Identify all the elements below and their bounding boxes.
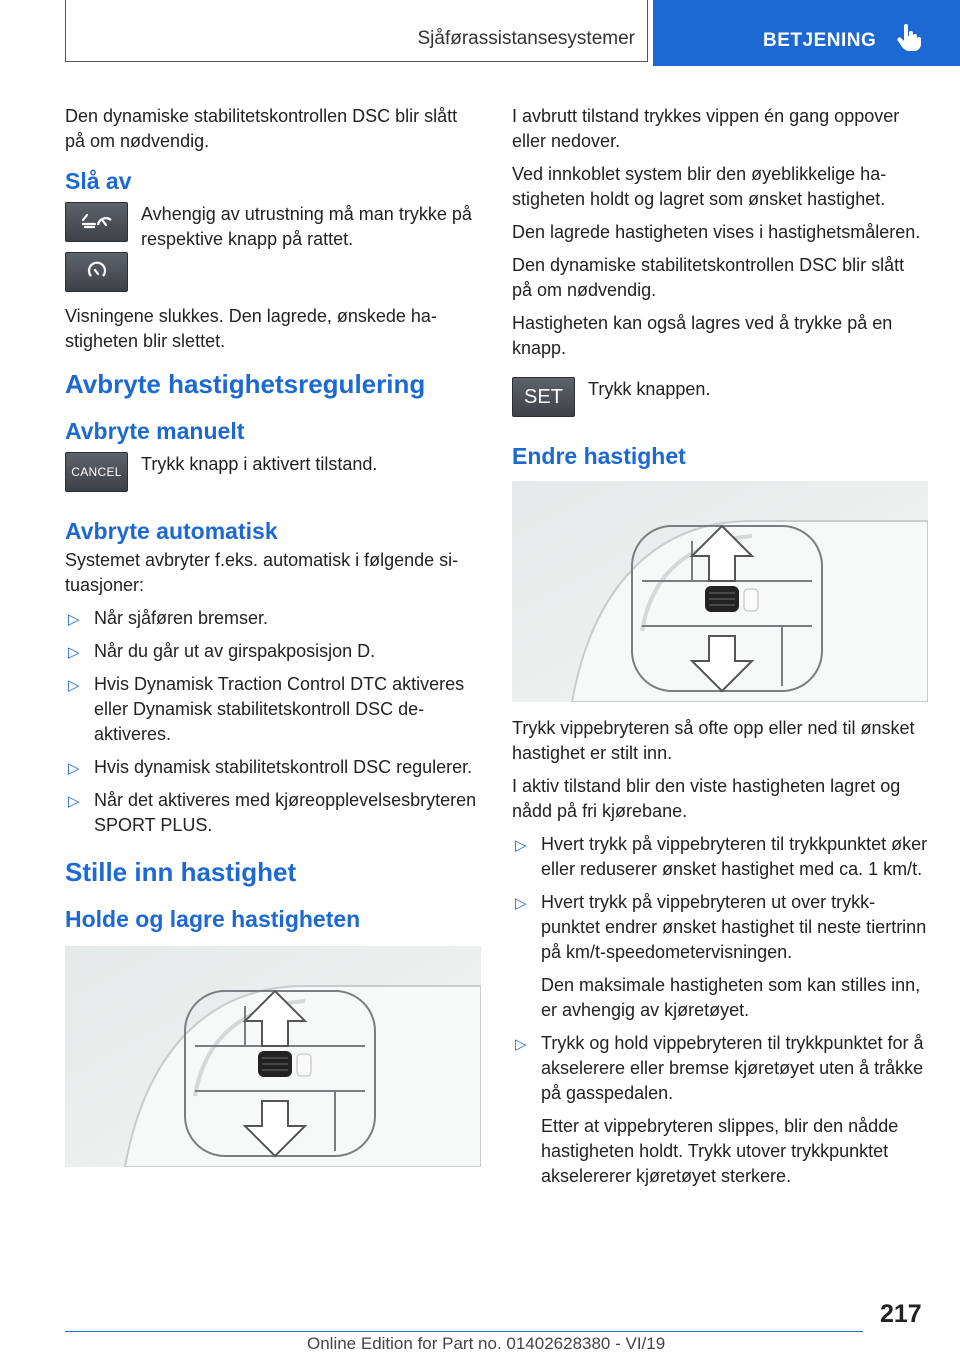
paragraph: I avbrutt tilstand trykkes vippen én gang oppover eller nedover.: [512, 106, 900, 151]
intro-paragraph: Den dynamiske stabilitetskontrollen DSC blir slått på om nødvendig.: [65, 106, 458, 151]
sla-av-row: [65, 202, 480, 298]
heading-sla-av: Slå av: [65, 168, 132, 194]
sla-av-after: Visningene slukkes. Den lagrede, ønskede hastigheten blir slettet.: [65, 306, 437, 351]
right-column: [512, 104, 928, 1197]
heading-manuelt: Avbryte manuelt: [65, 418, 245, 444]
section-title: Sjåførassistansesystemer: [417, 28, 635, 49]
hand-pointer-icon: [896, 24, 922, 52]
header-section-box: [65, 0, 648, 62]
set-row: [512, 377, 928, 419]
list-item: ▷ Hvis dynamisk stabilitetskontroll DSC regulerer.: [65, 755, 480, 780]
cancel-button: CANCEL: [65, 452, 128, 492]
paragraph: I aktiv tilstand blir den viste hastigheten lagret og nådd på fri kjørebane.: [512, 776, 901, 821]
page-number: 217: [880, 1300, 922, 1328]
triangle-bullet-icon: ▷: [68, 677, 80, 694]
cruise-control-button-icon: [65, 202, 128, 242]
triangle-bullet-icon: ▷: [68, 760, 80, 777]
steering-wheel-photo: [65, 946, 481, 1167]
list-item: ▷ Hvert trykk på vippebryteren ut over trykkpunktet endrer ønsket hastighet til neste tiertrinn på km/t-speedometervisningen. Den maksimale hastigheten som kan stilles inn, er avhengig av kjøretøyet.: [515, 892, 927, 1020]
triangle-bullet-icon: ▷: [515, 895, 527, 912]
triangle-bullet-icon: ▷: [68, 793, 80, 810]
heading-automatisk: Avbryte automatisk: [65, 518, 278, 544]
heading-endre: Endre hastighet: [512, 443, 686, 469]
automatisk-intro: Systemet avbryter f.eks. automatisk i følgende situasjoner:: [65, 550, 459, 595]
triangle-bullet-icon: ▷: [515, 837, 527, 854]
paragraph: Den lagrede hastigheten vises i hastighetsmåleren.: [512, 222, 921, 242]
triangle-bullet-icon: ▷: [515, 1036, 527, 1053]
list-item: ▷ Når du går ut av girspakposisjon D.: [65, 639, 480, 664]
footer-divider: [65, 1331, 863, 1332]
triangle-bullet-icon: ▷: [68, 611, 80, 628]
paragraph: Den dynamiske stabilitetskontrollen DSC blir slått på om nødvendig.: [512, 255, 905, 300]
heading-holde: Holde og lagre hastigheten: [65, 906, 361, 932]
paragraph: Trykk vippebryteren så ofte opp eller ned til ønsket hastighet er stilt inn.: [512, 718, 915, 763]
set-text: Trykk knappen.: [588, 379, 711, 399]
manuelt-row: [65, 452, 480, 496]
list-item: ▷ Trykk og hold vippebryteren til trykkpunktet for å akselerere eller bremse kjøretøyet uten å tråkke på gasspedalen. Etter at vippebryteren slippes, blir den nådde hastigheten holdt. Trykk utover trykkpunktet akselererer kjøretøyet sterkere.: [515, 1033, 924, 1186]
manuelt-text: Trykk knapp i aktivert tilstand.: [141, 454, 378, 474]
list-item: ▷ Når det aktiveres med kjøreopplevelsesbryteren SPORT PLUS.: [68, 790, 477, 835]
heading-stille: Stille inn hastighet: [65, 857, 297, 887]
set-button: SET: [512, 377, 575, 417]
sla-av-text: Avhengig av utrustning må man trykke på respektive knapp på rattet.: [141, 204, 472, 249]
triangle-bullet-icon: ▷: [68, 644, 80, 661]
left-column: [65, 104, 480, 1181]
endre-list: [512, 832, 928, 1189]
automatisk-list: [65, 606, 480, 838]
steering-wheel-photo: [512, 481, 928, 702]
heading-avbryte: Avbryte hastighetsregulering: [65, 369, 426, 399]
chapter-tab[interactable]: [653, 0, 960, 66]
footer-edition: Online Edition for Part no. 01402628380 - VI/19: [307, 1334, 666, 1353]
list-item: ▷ Hvert trykk på vippebryteren til trykkpunktet øker eller reduserer ønsket hastighet med ca. 1 km/t.: [515, 834, 928, 879]
paragraph: Ved innkoblet system blir den øyeblikkelige hastigheten holdt og lagret som ønsket hastighet.: [512, 164, 887, 209]
paragraph: Hastigheten kan også lagres ved å trykke på en knapp.: [512, 313, 893, 358]
chapter-label: BETJENING: [763, 30, 877, 51]
speed-limiter-button-icon: [65, 252, 128, 292]
list-item: ▷ Hvis Dynamisk Traction Control DTC aktiveres eller Dynamisk stabilitetskontroll DSC deaktiveres.: [68, 674, 465, 744]
list-item: ▷ Når sjåføren bremser.: [65, 606, 480, 631]
